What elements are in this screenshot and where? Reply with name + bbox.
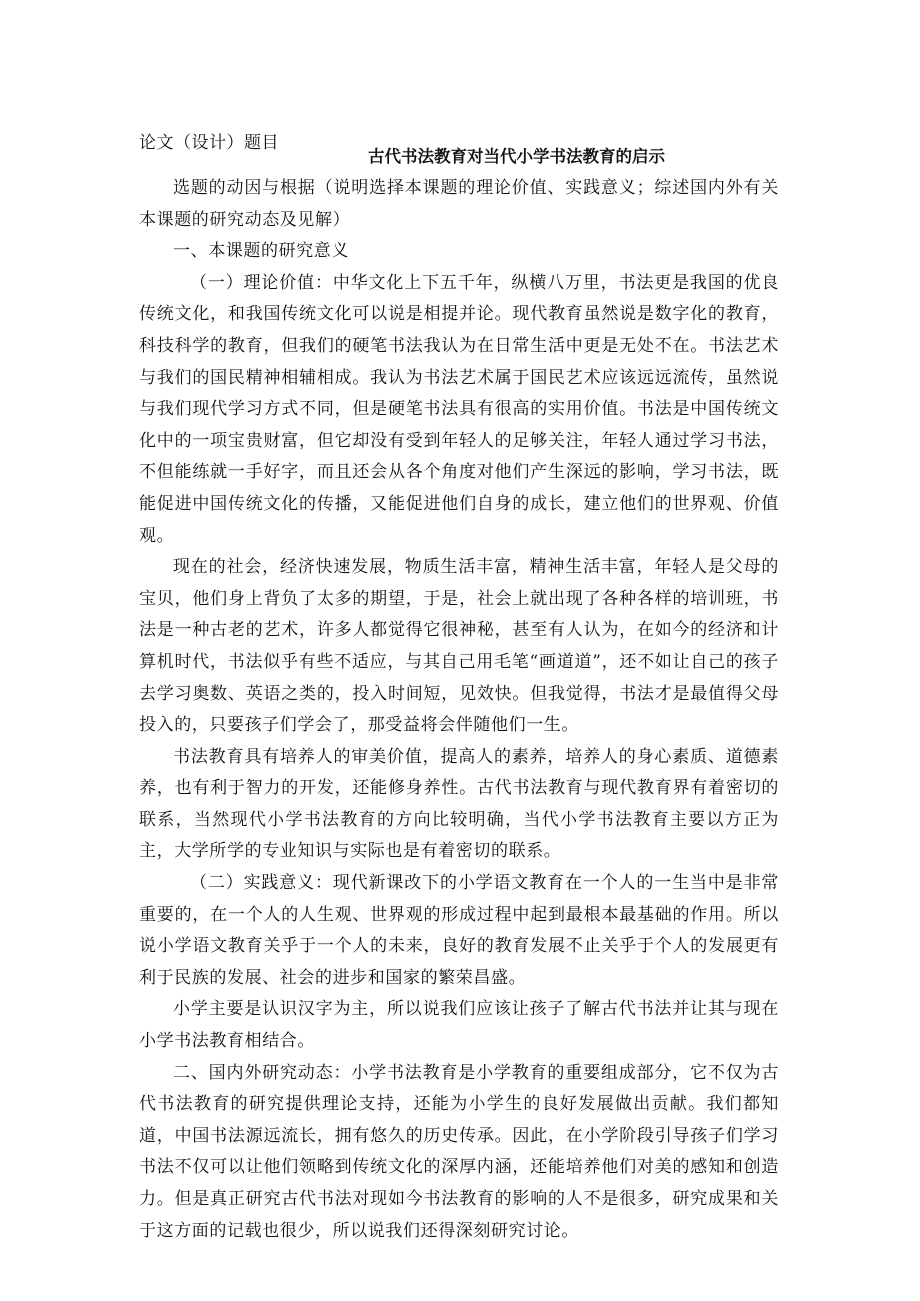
paragraph-aesthetic-value: 书法教育具有培养人的审美价值，提高人的素养，培养人的身心素质、道德素养，也有利于智力的开发，还能修身养性。古代书法教育与现代教育界有着密切的联系，当然现代小学书法教育的方向比较明确，当代小学书法教育主要以方正为主，大学所学的专业知识与实际也是有着密切的联系。 xyxy=(139,746,779,862)
paragraph-practical-value: （二）实践意义：现代新课改下的小学语文教育在一个人的一生当中是非常重要的，在一个人的人生观、世界观的形成过程中起到最根本最基础的作用。所以说小学语文教育关乎于一个人的未来，良好的教育发展不止关乎于个人的发展更有利于民族的发展、社会的进步和国家的繁荣昌盛。 xyxy=(139,873,779,988)
thesis-title: 古代书法教育对当代小学书法教育的启示 xyxy=(368,147,665,166)
paragraph-research-status: 二、国内外研究动态：小学书法教育是小学教育的重要组成部分，它不仅为古代书法教育的研究提供理论支持，还能为小学生的良好发展做出贡献。我们都知道，中国书法源远流长，拥有悠久的历史传承。因此，在小学阶段引导孩子们学习书法不仅可以让他们领略到传统文化的深厚内涵，还能培养他们对美的感知和创造力。但是真正研究古代书法对现如今书法教育的影响的人不是很多，研究成果和关于这方面的记载也很少，所以说我们还得深刻研究讨论。 xyxy=(139,1062,779,1241)
paragraph-rationale: 选题的动因与根据（说明选择本课题的理论价值、实践意义；综述国内外有关本课题的研究动态及见解） xyxy=(139,178,779,230)
thesis-title-label: 论文（设计）题目 xyxy=(139,133,279,153)
paragraph-society: 现在的社会，经济快速发展，物质生活丰富，精神生活丰富，年轻人是父母的宝贝，他们身上背负了太多的期望，于是，社会上就出现了各种各样的培训班，书法是一种古老的艺术，许多人都觉得它很神秘，甚至有人认为，在如今的经济和计算机时代，书法似乎有些不适应，与其自己用毛笔“画道道”，还不如让自己的孩子去学习奥数、英语之类的，投入时间短，见效快。但我觉得，书法才是最值得父母投入的，只要孩子们学会了，那受益将会伴随他们一生。 xyxy=(139,557,779,736)
paragraph-theoretical-value: （一）理论价值：中华文化上下五千年，纵横八万里，书法更是我国的优良传统文化，和我国传统文化可以说是相提并论。现代教育虽然说是数字化的教育，科技科学的教育，但我们的硬笔书法我认为在日常生活中更是无处不在。书法艺术与我们的国民精神相辅相成。我认为书法艺术属于国民艺术应该远远流传，虽然说与我们现代学习方式不同，但是硬笔书法具有很高的实用价值。书法是中国传统文化中的一项宝贵财富，但它却没有受到年轻人的足够关注，年轻人通过学习书法，不但能练就一手好字，而且还会从各个角度对他们产生深远的影响，学习书法，既能促进中国传统文化的传播，又能促进他们自身的成长，建立他们的世界观、价值观。 xyxy=(139,272,779,546)
document-body xyxy=(139,173,779,1247)
paragraph-primary-school: 小学主要是认识汉字为主，所以说我们应该让孩子了解古代书法并让其与现在小学书法教育相结合。 xyxy=(139,999,779,1052)
section-heading-significance: 一、本课题的研究意义 xyxy=(173,241,349,262)
